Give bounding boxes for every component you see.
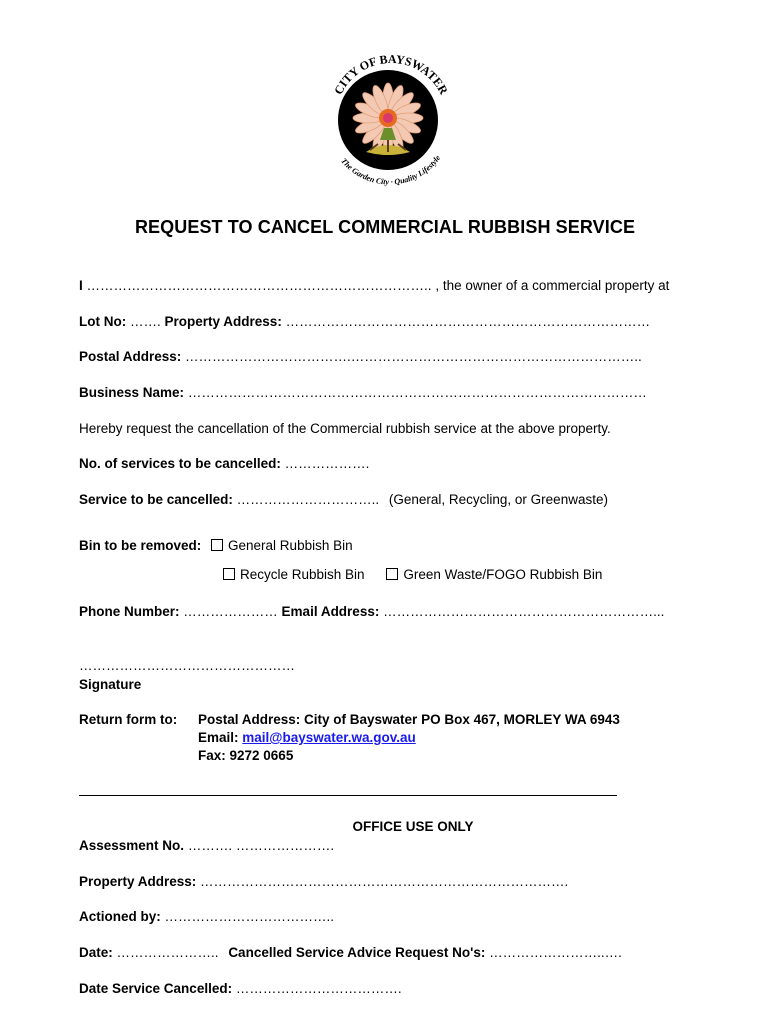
postal-address-blank[interactable]: ……………………………….……………………………………………………….. bbox=[185, 349, 642, 364]
business-line bbox=[79, 385, 647, 400]
office-property-line bbox=[79, 874, 568, 889]
advice-blank[interactable]: ……………………..…. bbox=[489, 945, 622, 960]
postal-address-label: Postal Address: bbox=[79, 349, 182, 364]
service-blank[interactable]: ………………………….. bbox=[236, 492, 380, 507]
business-name-blank[interactable]: ………………………………………………………………………………………… bbox=[187, 385, 647, 400]
signature-label: Signature bbox=[79, 677, 142, 692]
owner-name-blank[interactable]: ………………………………………………………………….. bbox=[86, 278, 432, 293]
bin-label: Bin to be removed: bbox=[79, 538, 202, 553]
green-bin-label: Green Waste/FOGO Rubbish Bin bbox=[403, 567, 603, 582]
cancelled-line bbox=[79, 981, 402, 996]
actioned-line bbox=[79, 909, 334, 924]
date-blank[interactable]: ………………….. bbox=[116, 945, 219, 960]
general-bin-label: General Rubbish Bin bbox=[228, 538, 353, 553]
owner-suffix: , the owner of a commercial property at bbox=[435, 278, 670, 293]
recycle-bin-label: Recycle Rubbish Bin bbox=[240, 567, 365, 582]
return-fax: Fax: 9272 0665 bbox=[198, 748, 294, 763]
assessment-label: Assessment No. bbox=[79, 838, 185, 853]
lot-label: Lot No: bbox=[79, 314, 127, 329]
signature-blank[interactable]: ………………………………………… bbox=[79, 658, 295, 673]
return-postal-address: Postal Address: City of Bayswater PO Box 467, MORLEY WA 6943 bbox=[198, 712, 620, 727]
actioned-label: Actioned by: bbox=[79, 909, 161, 924]
property-address-blank[interactable]: ……………………………………………………………………… bbox=[285, 314, 651, 329]
green-bin-option[interactable] bbox=[386, 567, 602, 582]
date-line bbox=[79, 945, 622, 960]
logo-bottom-text: The Garden City · Quality Lifestyle bbox=[339, 153, 443, 187]
phone-blank[interactable]: ………………… bbox=[183, 604, 278, 619]
advice-label: Cancelled Service Advice Request No's: bbox=[228, 945, 486, 960]
num-services-line bbox=[79, 456, 369, 471]
owner-prefix: I bbox=[79, 278, 83, 293]
office-use-heading: OFFICE USE ONLY bbox=[352, 819, 474, 834]
request-statement: Hereby request the cancellation of the Commercial rubbish service at the above property. bbox=[79, 421, 611, 436]
business-name-label: Business Name: bbox=[79, 385, 185, 400]
section-divider bbox=[79, 795, 617, 796]
office-property-blank[interactable]: ………………………………………………………………………. bbox=[200, 874, 569, 889]
form-title: REQUEST TO CANCEL COMMERCIAL RUBBISH SERVICE bbox=[134, 217, 636, 237]
contact-line bbox=[79, 604, 664, 619]
email-blank[interactable]: ……………………………………………………... bbox=[383, 604, 665, 619]
owner-line bbox=[79, 278, 669, 293]
bin-line bbox=[79, 538, 353, 553]
assessment-line bbox=[79, 838, 334, 853]
city-of-bayswater-logo bbox=[318, 40, 458, 190]
logo-top-text: CITY OF BAYSWATER bbox=[331, 51, 451, 97]
service-line bbox=[79, 492, 608, 507]
lot-blank[interactable]: ……. bbox=[130, 314, 161, 329]
phone-label: Phone Number: bbox=[79, 604, 180, 619]
recycle-bin-checkbox[interactable] bbox=[223, 568, 235, 580]
general-bin-option[interactable] bbox=[211, 538, 353, 553]
bin-line-2 bbox=[223, 567, 602, 582]
return-email-label: Email: bbox=[198, 730, 239, 745]
property-address-label: Property Address: bbox=[164, 314, 282, 329]
email-label: Email Address: bbox=[281, 604, 380, 619]
service-options: (General, Recycling, or Greenwaste) bbox=[388, 492, 608, 507]
num-services-label: No. of services to be cancelled: bbox=[79, 456, 281, 471]
postal-line bbox=[79, 349, 642, 364]
cancelled-label: Date Service Cancelled: bbox=[79, 981, 233, 996]
return-email-line bbox=[198, 730, 416, 745]
actioned-blank[interactable]: ……………………………….. bbox=[164, 909, 335, 924]
cancelled-blank[interactable]: ………………………………. bbox=[235, 981, 402, 996]
service-label: Service to be cancelled: bbox=[79, 492, 233, 507]
return-email-link[interactable]: mail@bayswater.wa.gov.au bbox=[242, 730, 416, 745]
lot-line bbox=[79, 314, 650, 329]
office-property-label: Property Address: bbox=[79, 874, 197, 889]
num-services-blank[interactable]: ………………. bbox=[284, 456, 370, 471]
date-label: Date: bbox=[79, 945, 113, 960]
return-label: Return form to: bbox=[79, 712, 178, 727]
assessment-blank[interactable]: ………. …………………. bbox=[187, 838, 335, 853]
general-bin-checkbox[interactable] bbox=[211, 539, 223, 551]
recycle-bin-option[interactable] bbox=[223, 567, 368, 582]
green-bin-checkbox[interactable] bbox=[386, 568, 398, 580]
